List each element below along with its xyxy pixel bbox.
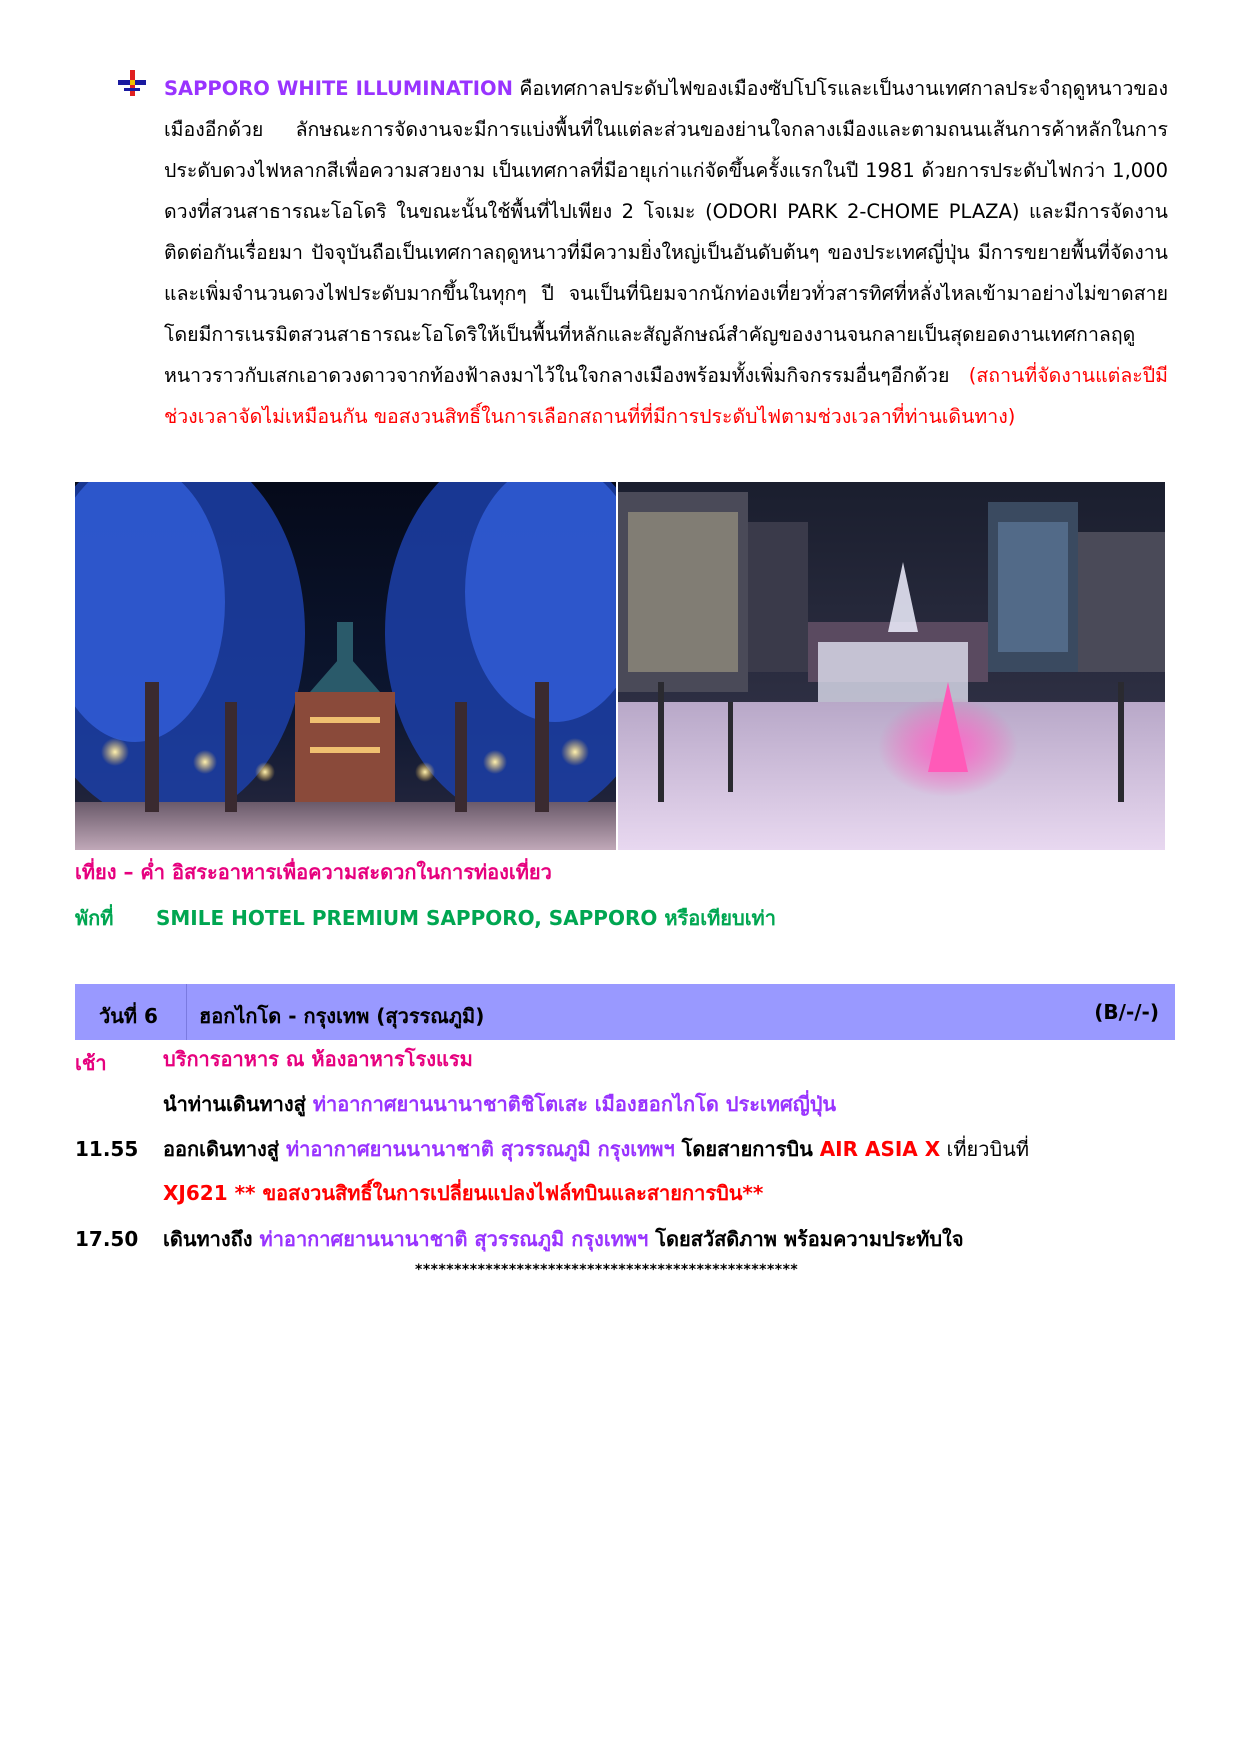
separator: ************************************************* (415, 1262, 799, 1278)
meal-note: เที่ยง – ค่ำ อิสระอาหารเพื่อความสะดวกในการท่องเที่ยว (75, 860, 552, 884)
schedule-time: 11.55 (75, 1137, 139, 1161)
schedule-text: บริการอาหาร ณ ห้องอาหารโรงแรม (163, 1047, 473, 1071)
intro-note: (สถานที่จัดงานแต่ละปีมีช่วงเวลาจัดไม่เหมือนกัน ขอสงวนสิทธิ์ในการเลือกสถานที่ที่มีการประดับไฟตามช่วงเวลาที่ท่านเดินทาง) (164, 364, 1168, 428)
photo-odori-park (618, 482, 1165, 850)
schedule-text (163, 1227, 1173, 1251)
day-header (75, 984, 1175, 1040)
day-number: วันที่ 6 (99, 1004, 158, 1028)
schedule-prefix: นำท่านเดินทางสู่ (163, 1092, 313, 1116)
schedule-mid: โดยสายการบิน (674, 1137, 820, 1161)
schedule-suffix: โดยสวัสดิภาพ พร้อมความประทับใจ (648, 1227, 964, 1251)
day-divider (186, 984, 187, 1040)
schedule-time: 17.50 (75, 1227, 139, 1251)
schedule-text (163, 1137, 1173, 1205)
bullet-icon (118, 70, 146, 96)
day-meals: (B/-/-) (1094, 1000, 1159, 1024)
intro-section (118, 68, 1168, 437)
schedule-line-1 (163, 1137, 1173, 1161)
schedule-text (163, 1092, 1173, 1116)
flight-prefix: เที่ยวบินที่ (940, 1137, 1030, 1161)
schedule-prefix: ออกเดินทางสู่ (163, 1137, 286, 1161)
intro-paragraph (164, 68, 1168, 437)
hotel-label: พักที่ (75, 906, 114, 930)
day-title: ฮอกไกโด - กรุงเทพ (สุวรรณภูมิ) (199, 1004, 485, 1028)
photo-illuminated-trees (75, 482, 616, 850)
hotel-line (75, 902, 776, 934)
hotel-name: SMILE HOTEL PREMIUM SAPPORO, SAPPORO (156, 906, 658, 930)
flight-number: XJ621 ** ขอสงวนสิทธิ์ในการเปลี่ยนแปลงไฟล์ทบินและสายการบิน** (163, 1181, 764, 1205)
schedule-prefix: เดินทางถึง (163, 1227, 260, 1251)
schedule-place: ท่าอากาศยานนานาชาติ สุวรรณภูมิ กรุงเทพฯ (285, 1137, 675, 1161)
airline-name: AIR ASIA X (819, 1137, 941, 1161)
photo-strip (75, 482, 1165, 850)
intro-body: คือเทศกาลประดับไฟของเมืองซัปโปโรและเป็นงานเทศกาลประจำฤดูหนาวของเมืองอีกด้วย ลักษณะการจัดงานจะมีการแบ่งพื้นที่ในแต่ละส่วนของย่านใจกลางเมืองและตามถนนเส้นการค้าหลักในการประดับดวงไฟหลากสีเพื่อความสวยงาม เป็นเทศกาลที่มีอายุเก่าแก่จัดขึ้นครั้งแรกในปี 1981 ด้วยการประดับไฟกว่า 1,000 ดวงที่สวนสาธารณะโอโดริ ในขณะนั้นใช้พื้นที่ไปเพียง 2 โจเมะ (ODORI PARK 2-CHOME PLAZA) และมีการจัดงานติดต่อกันเรื่อยมา ปัจจุบันถือเป็นเทศกาลฤดูหนาวที่มีความยิ่งใหญ่เป็นอันดับต้นๆ ของประเทศญี่ปุ่น มีการขยายพื้นที่จัดงานและเพิ่มจำนวนดวงไฟประดับมากขึ้นในทุกๆ ปี จนเป็นที่นิยมจากนักท่องเที่ยวทั่วสารทิศที่หลั่งไหลเข้ามาอย่างไม่ขาดสาย โดยมีการเนรมิตสวนสาธารณะโอโดริให้เป็นพื้นที่หลักและสัญลักษณ์สำคัญของงานจนกลายเป็นสุดยอดงานเทศกาลฤดูหนาวราวกับเสกเอาดวงดาวจากท้องฟ้าลงมาไว้ในใจกลางเมืองพร้อมทั้งเพิ่มกิจกรรมอื่นๆอีกด้วย (164, 77, 1168, 387)
schedule-place: ท่าอากาศยานนานาชาติชิโตเสะ เมืองฮอกไกโด ประเทศญี่ปุ่น (312, 1092, 837, 1116)
schedule-place: ท่าอากาศยานนานาชาติ สุวรรณภูมิ กรุงเทพฯ (259, 1227, 649, 1251)
schedule-time: เช้า (75, 1051, 107, 1075)
intro-highlight: SAPPORO WHITE ILLUMINATION (164, 77, 513, 100)
hotel-suffix: หรือเทียบเท่า (657, 906, 776, 930)
